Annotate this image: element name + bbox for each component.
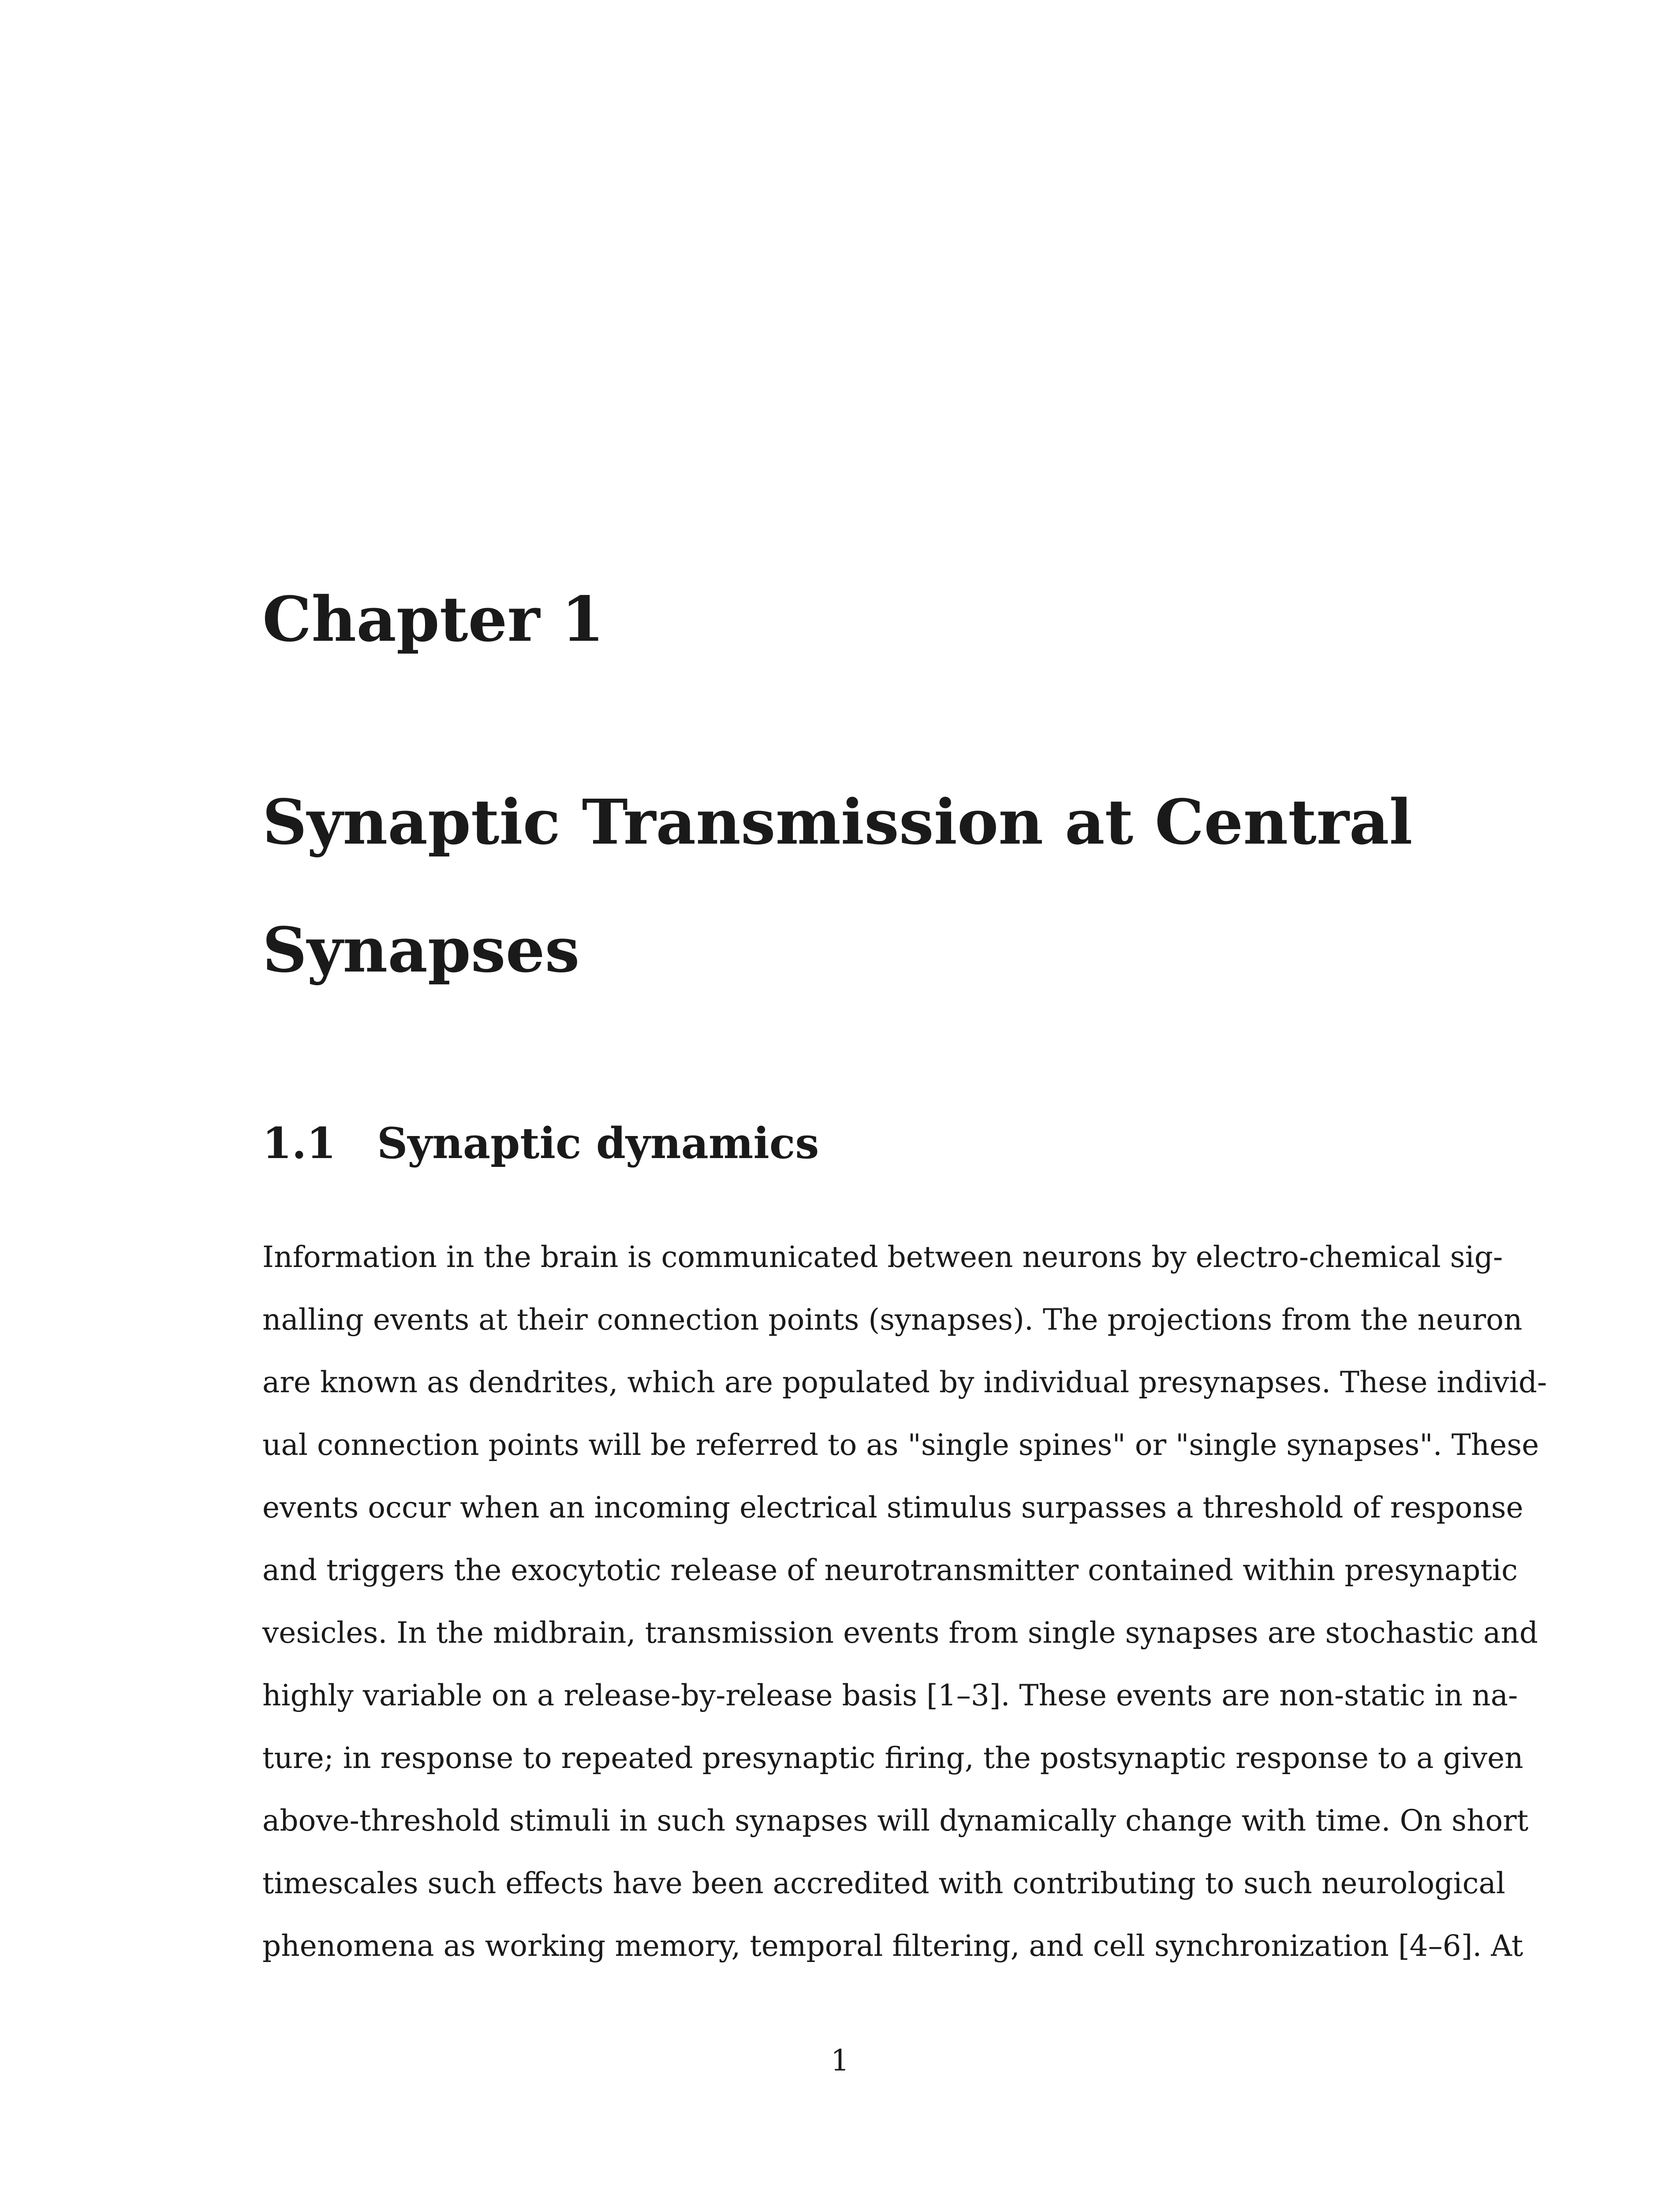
body-line: highly variable on a release-by-release basis [1–3]. These events are non-static in na- (262, 1678, 1518, 1712)
body-line: Information in the brain is communicated between neurons by electro-chemical sig- (262, 1240, 1503, 1274)
body-paragraph (262, 1226, 1547, 1977)
body-line: ual connection points will be referred to as "single spines" or "single synapses". These (262, 1428, 1539, 1462)
body-line: events occur when an incoming electrical stimulus surpasses a threshold of response (262, 1491, 1523, 1525)
chapter-label: Chapter 1 (262, 583, 605, 656)
section-title: Synaptic dynamics (377, 1118, 819, 1168)
body-line: and triggers the exocytotic release of neurotransmitter contained within presynaptic (262, 1553, 1518, 1587)
body-line: phenomena as working memory, temporal filtering, and cell synchronization [4–6]. At (262, 1929, 1523, 1963)
body-line: are known as dendrites, which are populated by individual presynapses. These individ- (262, 1365, 1547, 1399)
chapter-title: Synaptic Transmission at Central Synapses (262, 786, 1413, 987)
body-line: above-threshold stimuli in such synapses will dynamically change with time. On short (262, 1804, 1529, 1838)
page-number: 1 (831, 2044, 849, 2078)
section-heading (262, 1118, 819, 1168)
body-line: timescales such effects have been accredited with contributing to such neurological (262, 1866, 1505, 1900)
body-line: nalling events at their connection points (synapses). The projections from the neuron (262, 1303, 1523, 1337)
section-number: 1.1 (262, 1118, 336, 1168)
body-line: vesicles. In the midbrain, transmission events from single synapses are stochastic and (262, 1616, 1538, 1650)
body-line: ture; in response to repeated presynaptic firing, the postsynaptic response to a given (262, 1741, 1523, 1775)
